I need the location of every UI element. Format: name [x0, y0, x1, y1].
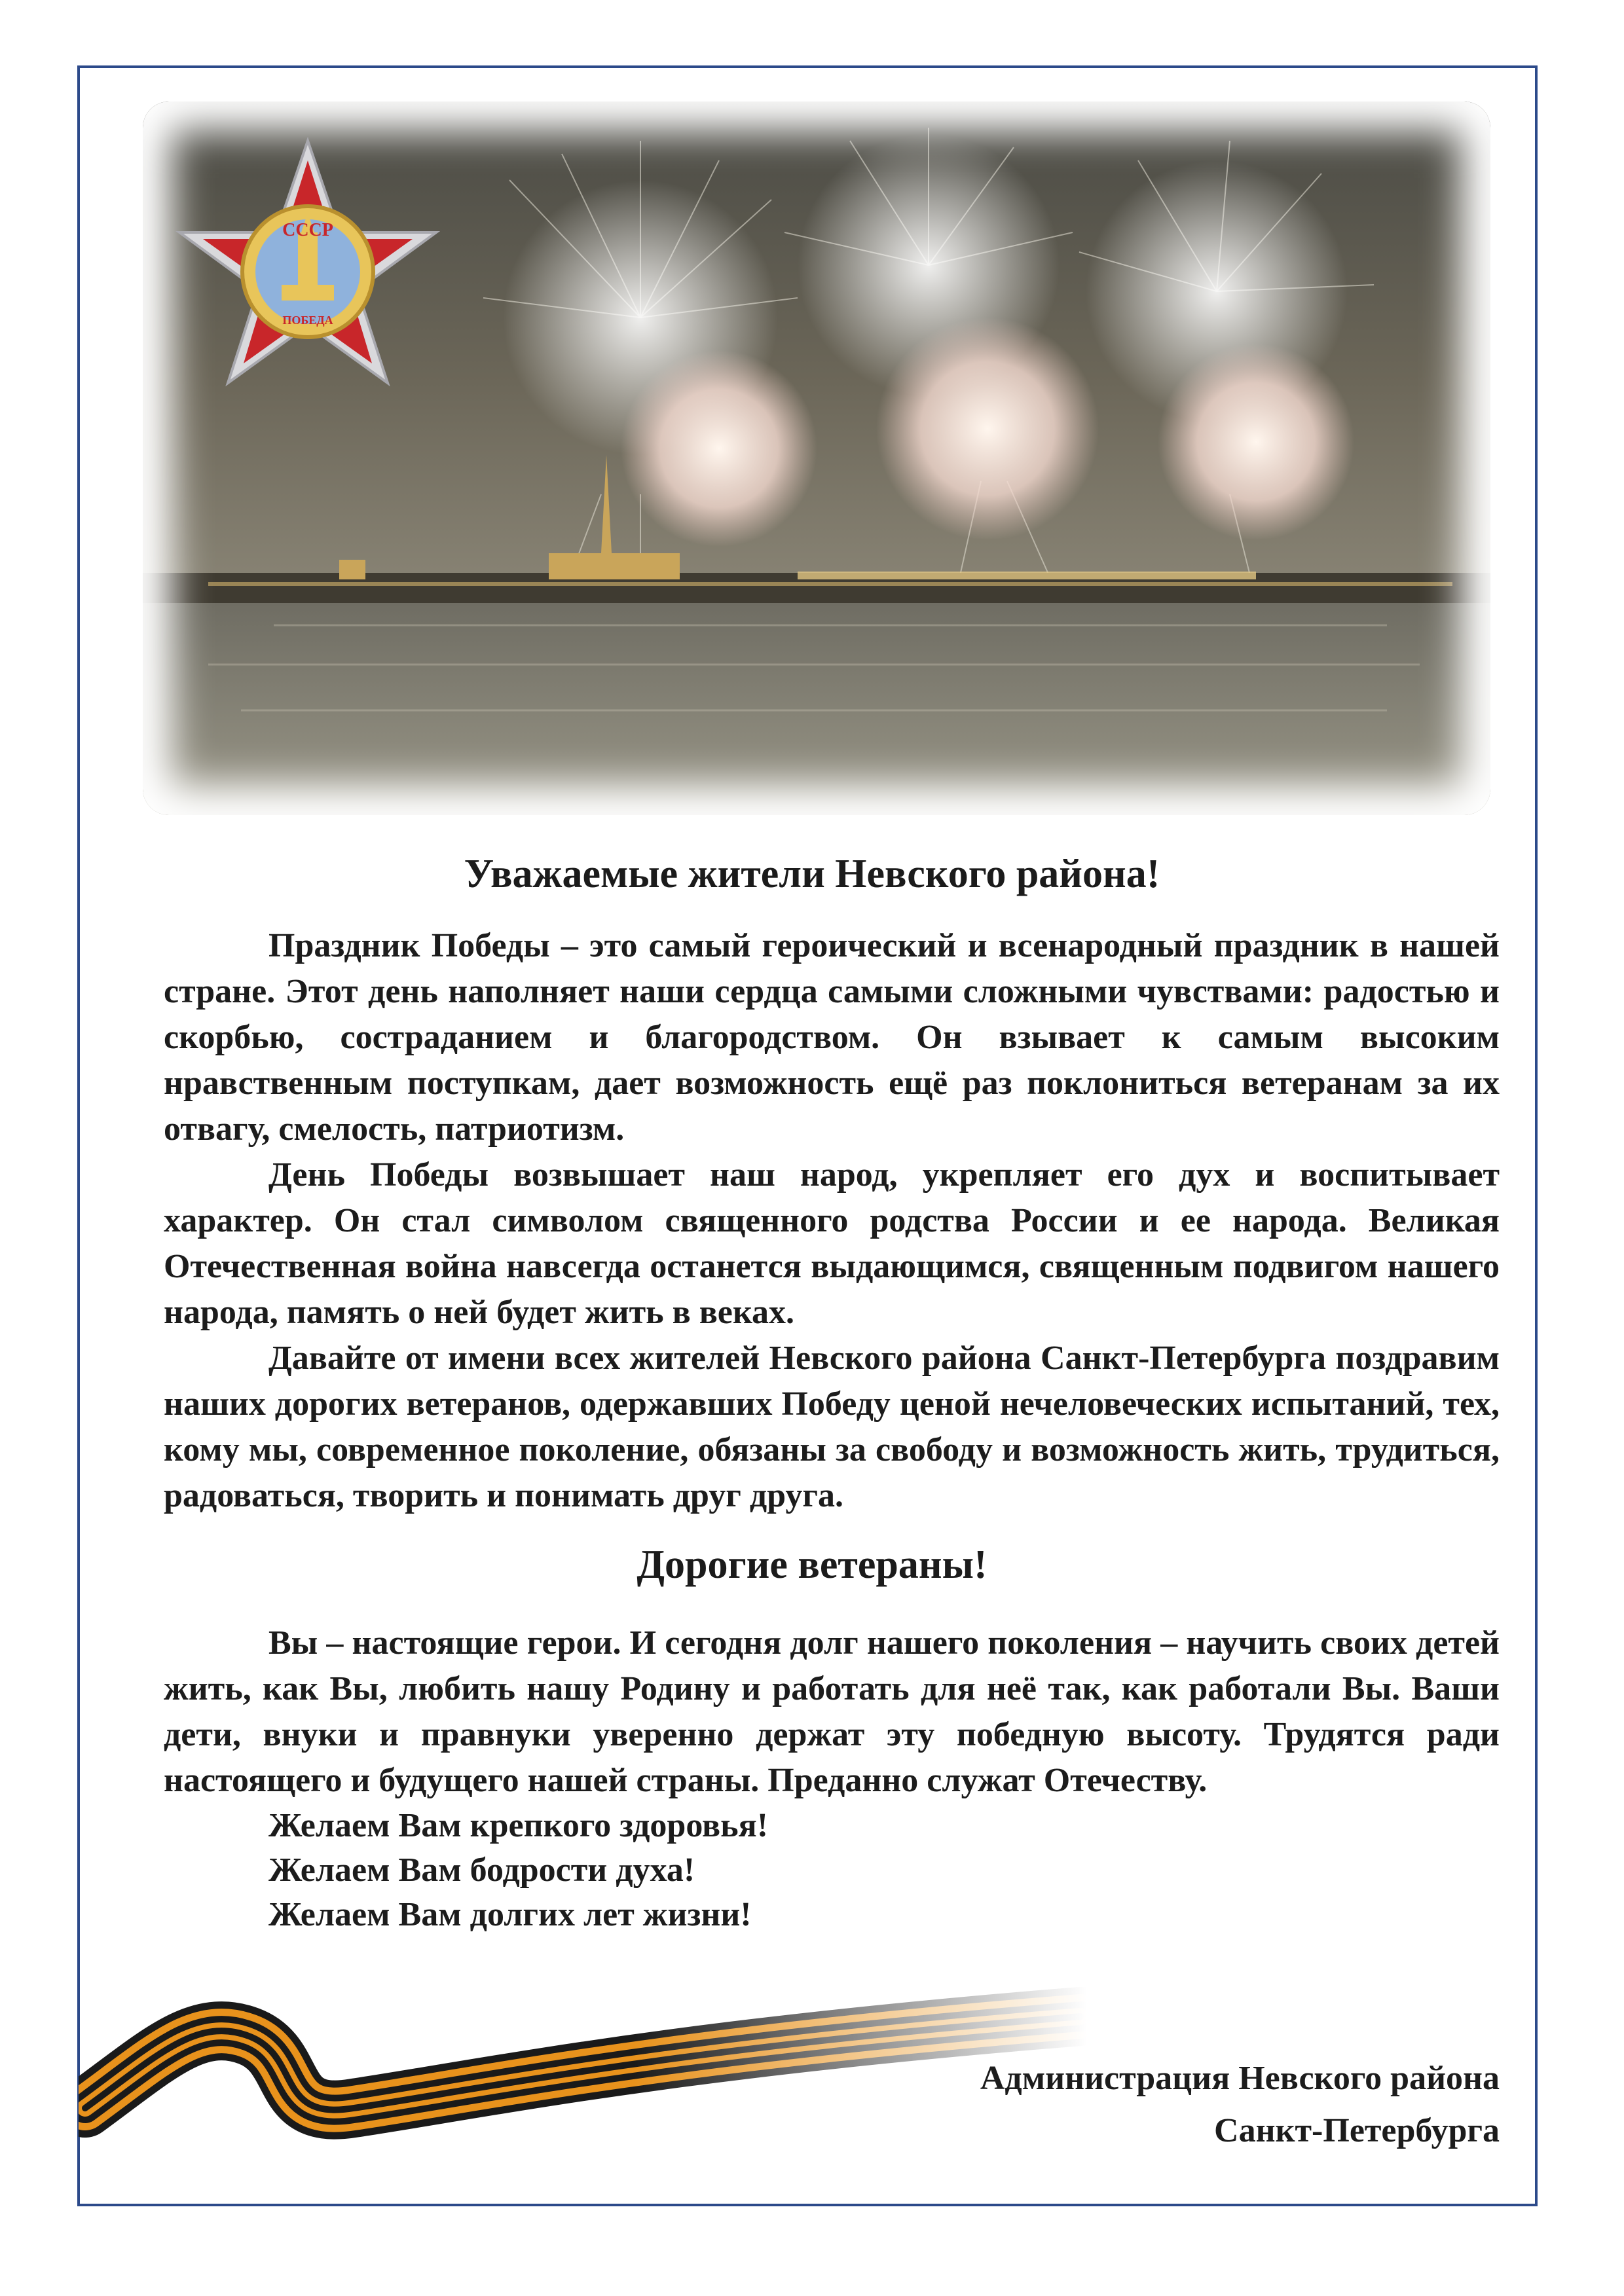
paragraph-2: День Победы возвышает наш народ, укрепляет его дух и воспитывает характер. Он стал символом священного родства России и ее народа. Великая Отечественная война навсегда останется выдающимся, священным подвигом нашего народа, память о ней будет жить в веках.: [164, 1156, 1500, 1331]
paragraph-3: Давайте от имени всех жителей Невского района Санкт-Петербурга поздравим наших дорогих ветеранов, одержавших Победу ценой нечеловеческих испытаний, тех, кому мы, современное поколение, обязаны за свободу и возможность жить, трудиться, радоваться, творить и понимать друг друга.: [164, 1339, 1500, 1514]
wish-2: Желаем Вам бодрости духа!: [268, 1851, 695, 1889]
main-text: [164, 923, 1500, 1519]
signature-line-2: Санкт-Петербурга: [1214, 2112, 1500, 2149]
order-badge-bottom-text: ПОБЕДА: [282, 314, 333, 327]
veterans-paragraph: Вы – настоящие герои. И сегодня долг нашего поколения – научить своих детей жить, как Вы, любить нашу Родину и работать для неё так, как работали Вы. Ваши дети, внуки и правнуки уверенно держат эту победную высоту. Трудятся ради настоящего и будущего нашей страны. Преданно служат Отечеству.: [164, 1624, 1500, 1799]
veterans-text: [164, 1620, 1500, 1937]
page-title: Уважаемые жители Невского района!: [464, 852, 1160, 896]
order-badge-top-text: СССР: [282, 220, 333, 240]
veterans-heading: Дорогие ветераны!: [637, 1542, 987, 1587]
order-of-victory-icon: [164, 128, 452, 416]
signature-line-1: Администрация Невского района: [980, 2060, 1500, 2097]
wish-3: Желаем Вам долгих лет жизни!: [268, 1896, 752, 1933]
wish-1: Желаем Вам крепкого здоровья!: [268, 1807, 769, 1844]
signature: [980, 2052, 1500, 2157]
paragraph-1: Праздник Победы – это самый героический и всенародный праздник в нашей стране. Этот день наполняет наши сердца самыми сложными чувствами: радостью и скорбью, состраданием и благородством. Он взывает к самым высоким нравственным поступкам, дает возможность ещё раз поклониться ветеранам за их отвагу, смелость, патриотизм.: [164, 927, 1500, 1148]
st-george-ribbon-icon: [79, 1977, 1087, 2147]
